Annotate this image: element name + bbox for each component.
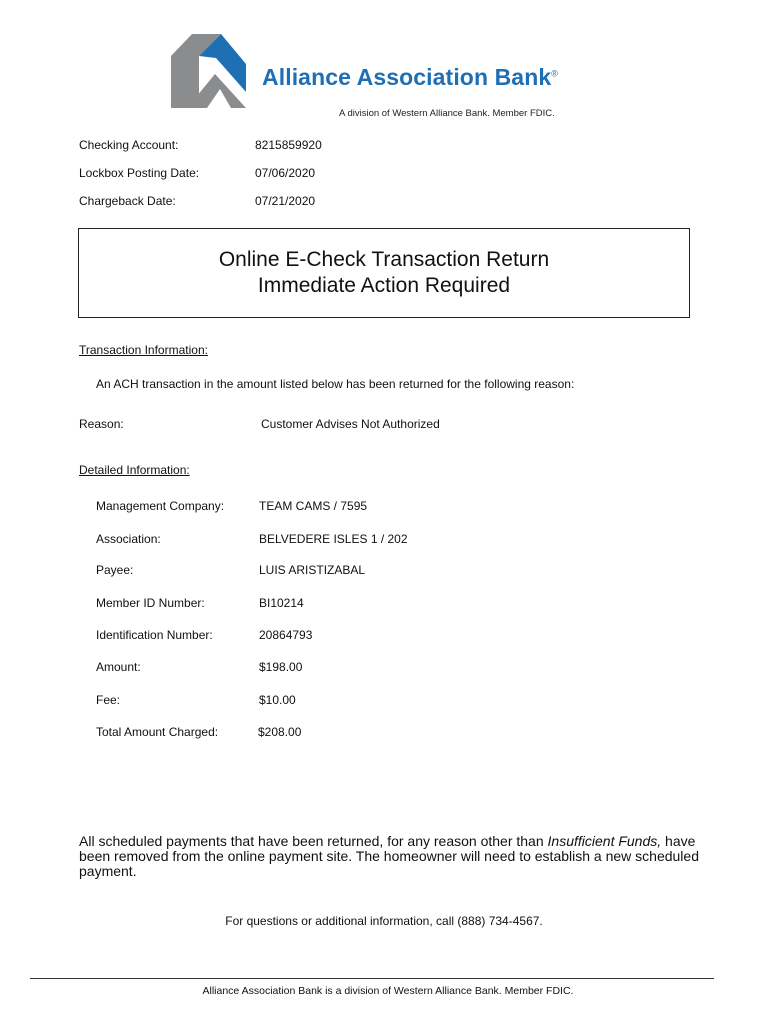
total-charged-value: $208.00 [258, 725, 302, 739]
chargeback-date-label: Chargeback Date: [79, 194, 176, 208]
chargeback-date-value: 07/21/2020 [255, 194, 316, 208]
management-company-label: Management Company: [96, 499, 225, 513]
bank-tagline: A division of Western Alliance Bank. Member FDIC. [339, 108, 555, 119]
bank-name: Alliance Association Bank® [262, 64, 558, 90]
footer-text: Alliance Association Bank is a division of Western Alliance Bank. Member FDIC. [202, 985, 574, 997]
reason-label: Reason: [79, 417, 124, 431]
association-value: BELVEDERE ISLES 1 / 202 [259, 532, 408, 546]
fee-label: Fee: [96, 693, 121, 707]
footer-divider [30, 978, 714, 979]
total-charged-label: Total Amount Charged: [96, 725, 219, 739]
notice-title: Online E-Check Transaction Return [218, 248, 550, 271]
policy-emphasis: Insufficient Funds, [547, 833, 662, 849]
payee-label: Payee: [96, 563, 134, 577]
notice-subtitle: Immediate Action Required [257, 274, 511, 297]
amount-label: Amount: [96, 660, 141, 674]
contact-line: For questions or additional information, call (888) 734-4567. [225, 914, 543, 928]
fee-value: $10.00 [259, 693, 296, 707]
details-heading: Detailed Information: [79, 463, 190, 477]
payee-value: LUIS ARISTIZABAL [259, 563, 366, 577]
posting-date-value: 07/06/2020 [255, 166, 316, 180]
reason-value: Customer Advises Not Authorized [261, 417, 440, 431]
association-label: Association: [96, 532, 161, 546]
management-company-value: TEAM CAMS / 7595 [259, 499, 368, 513]
notice-box [78, 228, 690, 318]
bank-logo-icon [171, 34, 246, 108]
transaction-intro: An ACH transaction in the amount listed below has been returned for the following reason: [96, 377, 575, 391]
policy-paragraph [79, 834, 699, 879]
registered-mark: ® [551, 68, 558, 79]
member-id-value: BI10214 [259, 596, 304, 610]
member-id-label: Member ID Number: [96, 596, 205, 610]
identification-number-label: Identification Number: [96, 628, 213, 642]
policy-text-end: have been removed from the online payment site. The homeowner will need to establish a new scheduled payment. [79, 833, 699, 879]
amount-value: $198.00 [259, 660, 303, 674]
policy-text-start: All scheduled payments that have been returned, for any reason other than [79, 833, 548, 849]
posting-date-label: Lockbox Posting Date: [79, 166, 200, 180]
checking-account-label: Checking Account: [79, 138, 179, 152]
checking-account-value: 8215859920 [255, 138, 322, 152]
transaction-heading: Transaction Information: [79, 343, 208, 357]
identification-number-value: 20864793 [259, 628, 313, 642]
